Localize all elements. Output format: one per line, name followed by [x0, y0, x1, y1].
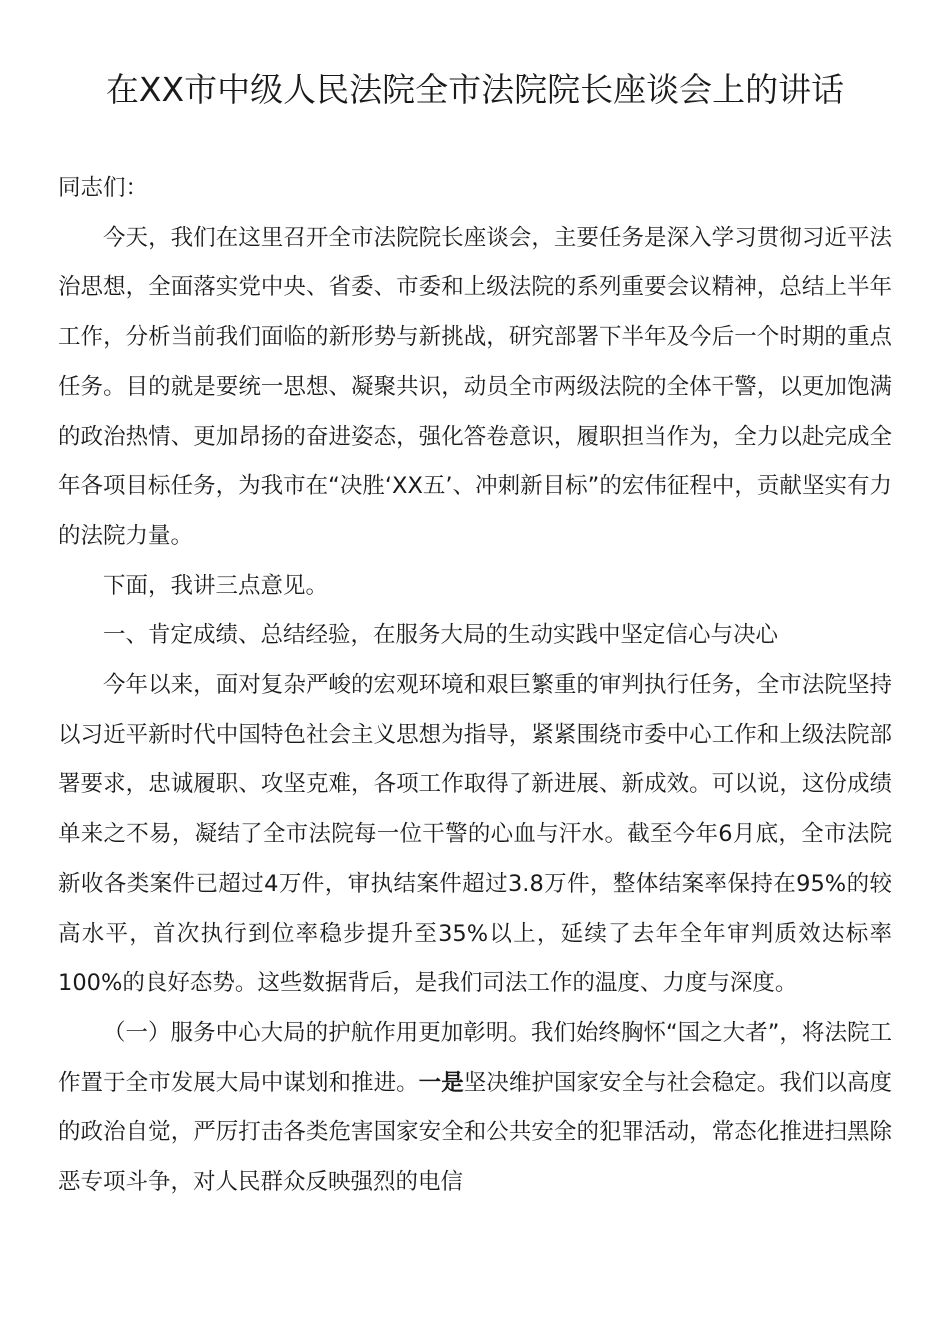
- document-body: [58, 164, 892, 1208]
- paragraph-intro: 今天，我们在这里召开全市法院院长座谈会，主要任务是深入学习贯彻习近平法治思想，全面落实党中央、省委、市委和上级法院的系列重要会议精神，总结上半年工作，分析当前我们面临的新形势与新挑战，研究部署下半年及今后一个时期的重点任务。目的就是要统一思想、凝聚共识，动员全市两级法院的全体干警，以更加饱满的政治热情、更加昂扬的奋进姿态，强化答卷意识，履职担当作为，全力以赴完成全年各项目标任务，为我市在“决胜‘XX五’、冲刺新目标”的宏伟征程中，贡献坚实有力的法院力量。: [58, 224, 892, 549]
- salutation: 同志们：: [58, 175, 149, 201]
- document-title: 在XX市中级人民法院全市法院院长座谈会上的讲话: [105, 70, 845, 109]
- paragraph-achievements: 今年以来，面对复杂严峻的宏观环境和艰巨繁重的审判执行任务，全市法院坚持以习近平新时代中国特色社会主义思想为指导，紧紧围绕市委中心工作和上级法院部署要求，忠诚履职、攻坚克难，各项工作取得了新进展、新成效。可以说，这份成绩单来之不易，凝结了全市法院每一位干警的心血与汗水。截至今年6月底，全市法院新收各类案件已超过4万件，审执结案件超过3.8万件，整体结案率保持在95%的较高水平，首次执行到位率稳步提升至35%以上，延续了去年全年审判质效达标率100%的良好态势。这些数据背后，是我们司法工作的温度、力度与深度。: [58, 672, 892, 997]
- subsection-text-before: （一）服务中心大局的护航作用更加彰明。我们始终胸怀“国之大者”，将法院工作置于全市发展大局中谋划和推进。: [58, 1019, 892, 1096]
- subsection-text-after: 坚决维护国家安全与社会稳定。我们以高度的政治自觉，严厉打击各类危害国家安全和公共安全的犯罪活动，常态化推进扫黑除恶专项斗争，对人民群众反映强烈的电信: [58, 1069, 892, 1196]
- section-heading-1: 一、肯定成绩、总结经验，在服务大局的生动实践中坚定信心与决心: [103, 622, 779, 649]
- paragraph-outline: 下面，我讲三点意见。: [103, 572, 329, 599]
- subsection-emphasis: 一是: [418, 1069, 464, 1096]
- paragraph-subsection-1: [58, 1009, 892, 1208]
